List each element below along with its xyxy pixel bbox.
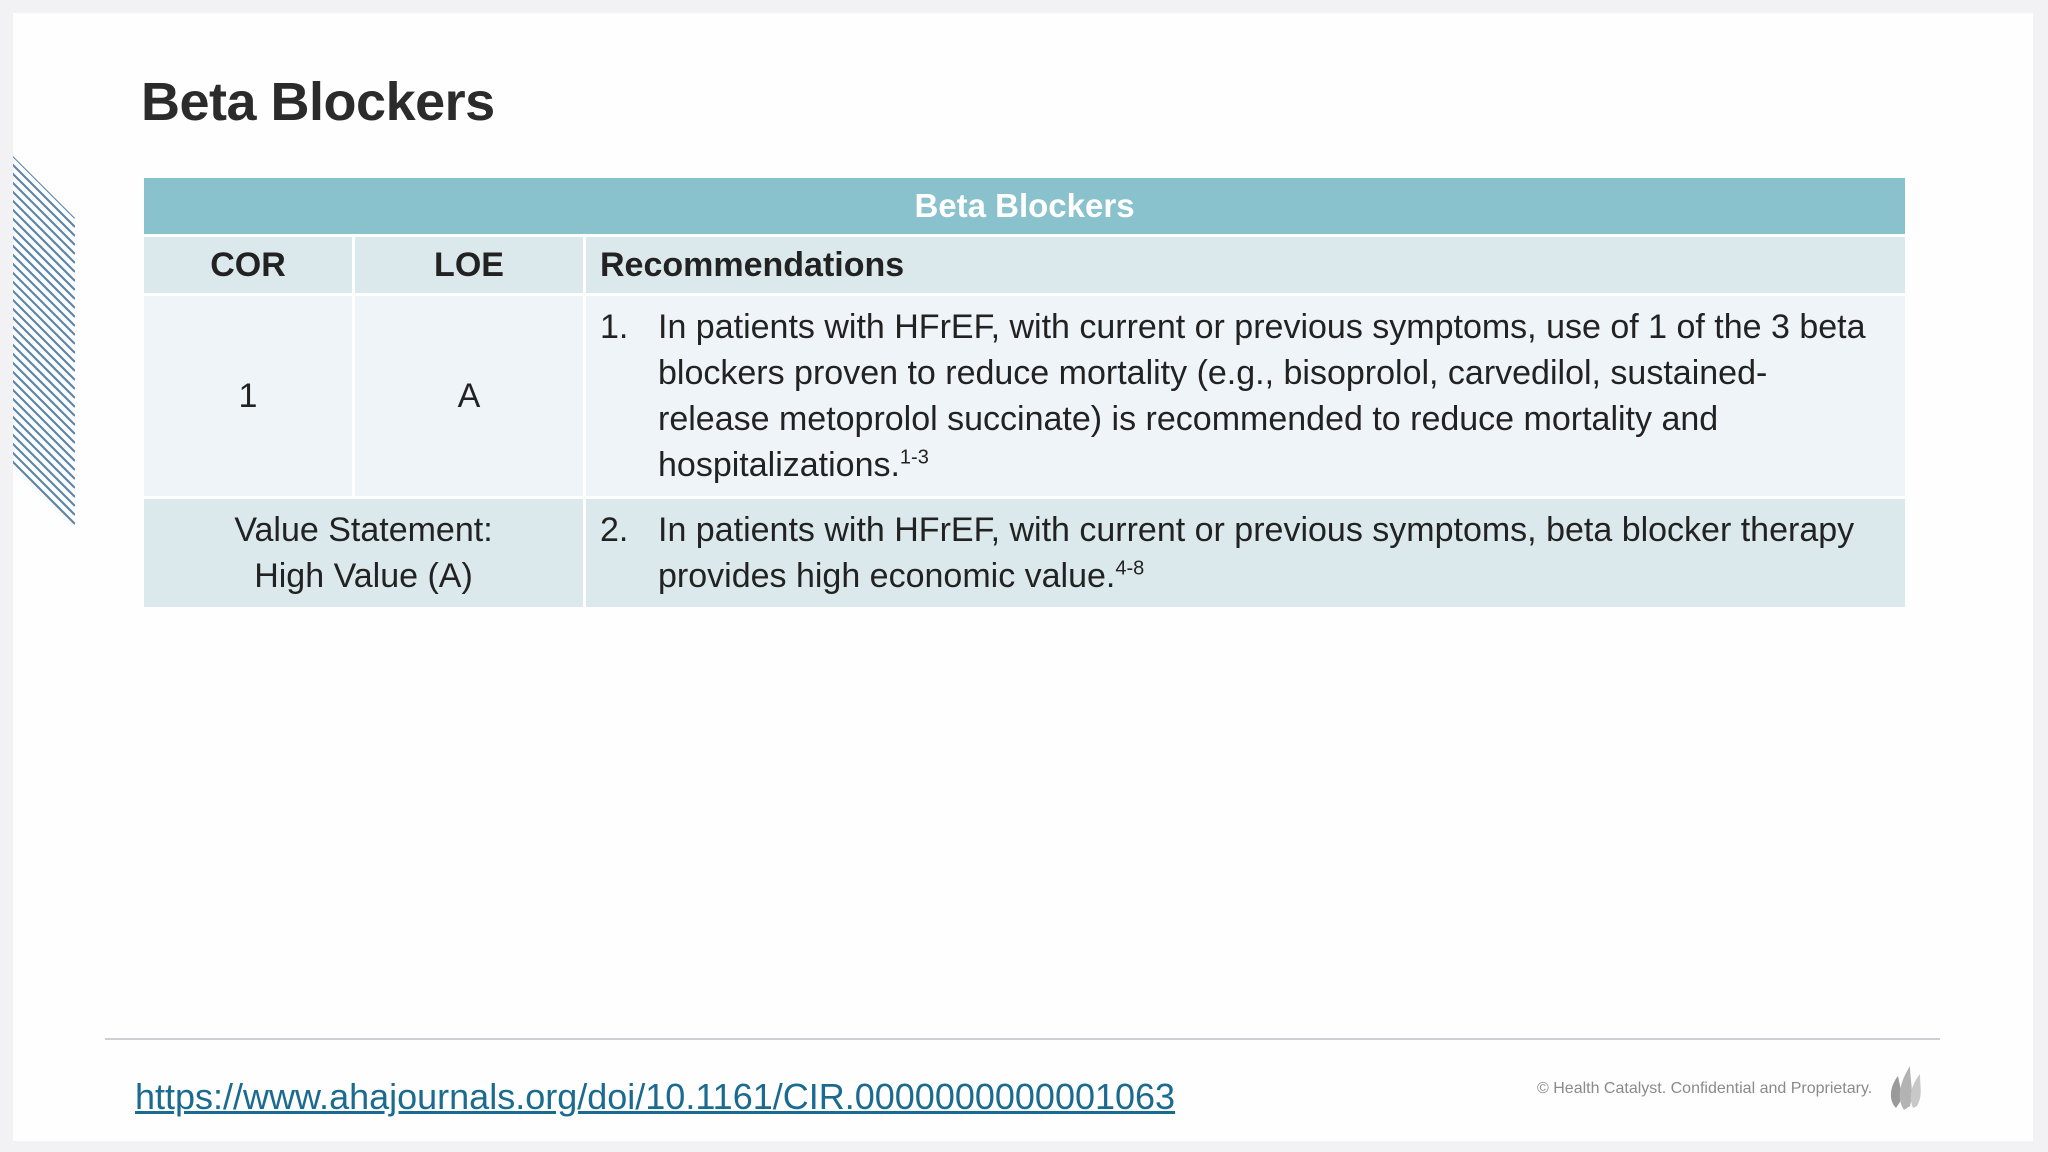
recommendation-text	[658, 304, 1875, 488]
citation: 4-8	[1115, 557, 1145, 580]
value-statement-cell	[144, 499, 583, 607]
recommendation-number: 1.	[600, 308, 629, 346]
recommendation-cell	[586, 296, 1905, 496]
copyright-text: © Health Catalyst. Confidential and Proprietary.	[1537, 1080, 1873, 1097]
recommendation-item	[600, 304, 1875, 488]
footer-divider	[105, 1038, 1940, 1040]
decorative-stripes-icon	[13, 143, 75, 528]
value-statement-value: High Value (A)	[254, 557, 473, 595]
recommendation-number: 2.	[600, 511, 629, 549]
flame-logo-icon	[1886, 1056, 1926, 1112]
table-title: Beta Blockers	[144, 178, 1905, 234]
value-statement-label: Value Statement:	[234, 511, 493, 549]
header-loe: LOE	[355, 237, 583, 293]
recommendation-text	[658, 507, 1875, 599]
cor-value: 1	[144, 296, 352, 496]
recommendations-table	[141, 175, 1908, 610]
slide	[13, 13, 2033, 1141]
recommendation-item	[600, 507, 1875, 599]
recommendation-body: In patients with HFrEF, with current or previous symptoms, beta blocker therapy provides high economic value.	[658, 511, 1855, 595]
recommendation-cell	[586, 499, 1905, 607]
header-cor: COR	[144, 237, 352, 293]
citation: 1-3	[899, 446, 929, 469]
table-row	[144, 296, 1905, 496]
recommendation-body: In patients with HFrEF, with current or previous symptoms, use of 1 of the 3 beta blockers proven to reduce mortality (e.g., bisoprolol, carvedilol, sustained-release metoprolol succinate) is recommended to reduce mortality and hospitalizations.	[658, 308, 1866, 484]
header-recommendations: Recommendations	[586, 237, 1905, 293]
slide-title: Beta Blockers	[141, 72, 495, 132]
table-row	[144, 499, 1905, 607]
loe-value: A	[355, 296, 583, 496]
source-link[interactable]: https://www.ahajournals.org/doi/10.1161/CIR.0000000000001063	[135, 1076, 1176, 1117]
